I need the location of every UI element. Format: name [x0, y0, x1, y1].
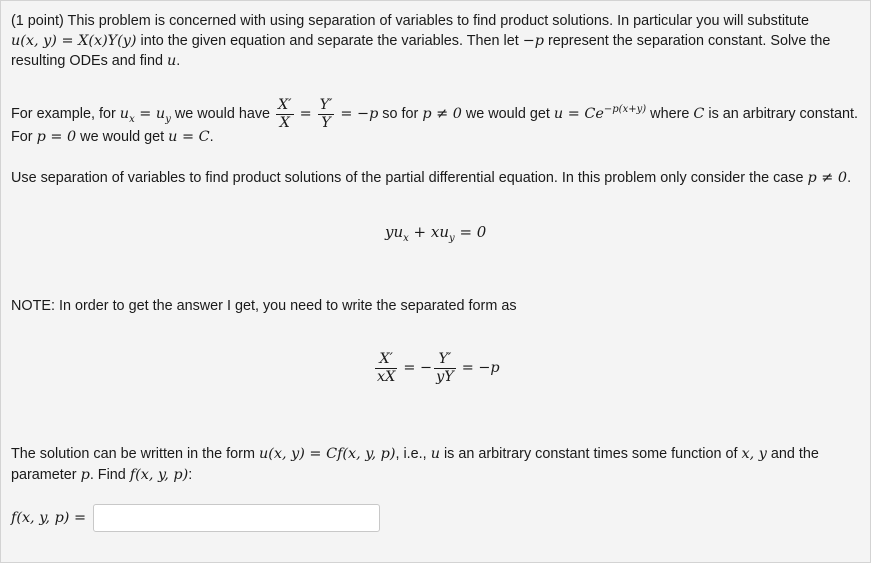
pde-sub-y: y	[449, 233, 455, 244]
sep-fraction-x	[375, 351, 397, 386]
instruction-period: .	[847, 170, 852, 186]
sep-fraction-y	[434, 351, 456, 386]
intro-line-2	[11, 33, 830, 49]
solution-p: p	[80, 467, 90, 483]
intro-text-3: represent the separation constant. Solve the	[543, 33, 831, 49]
intro-line-1	[11, 13, 809, 29]
solution-xy: x, y	[741, 446, 767, 462]
solution-text-3: is an arbitrary constant times some function of	[439, 446, 742, 462]
solution-form: u(x, y) = Cf(x, y, p)	[258, 446, 396, 462]
separation-constant: −p	[522, 33, 544, 49]
sep-eq-p: = −p	[461, 360, 500, 376]
exponent: −p(x+y)	[603, 104, 647, 115]
example-period: .	[209, 129, 214, 145]
fraction-y-den: Y	[321, 114, 331, 131]
fraction-x-num: X′	[278, 96, 292, 113]
solution-text-6: . Find	[89, 467, 130, 483]
solution-u: u	[430, 446, 440, 462]
u-eq-c: u = C	[168, 129, 210, 145]
solution-text: The solution can be written in the form	[11, 446, 259, 462]
example-text-3: so for	[378, 105, 423, 122]
example-line-2	[11, 129, 214, 145]
u-symbol: u	[166, 53, 177, 69]
solution-text-5: parameter	[11, 467, 81, 483]
fraction-x-den: X	[279, 114, 290, 131]
example-text-6: is an arbitrary constant.	[704, 105, 858, 122]
example-text-7: For	[11, 129, 37, 145]
u-symbol-a: u	[119, 105, 130, 122]
intro-text-2: into the given equation and separate the variables. Then let	[136, 33, 523, 49]
fraction-x	[276, 97, 294, 132]
pde-sub-x: x	[403, 233, 409, 244]
intro-period: .	[176, 53, 181, 69]
pde-equation	[385, 223, 486, 244]
solution-text-4: and the	[766, 446, 819, 462]
fraction-y	[318, 97, 335, 132]
intro-text: (1 point) This problem is concerned with using separation of variables to find product solutions. In particular you will substitute	[11, 13, 810, 29]
example-text-4: we would get	[461, 105, 554, 122]
example-text-8: we would get	[76, 129, 169, 145]
note-line	[11, 298, 517, 314]
sep-num-y: Y′	[434, 351, 456, 369]
instruction-text: Use separation of variables to find product solutions of the partial differential equation. In this problem only consider the case	[11, 170, 808, 186]
sep-eq-neg: = −	[403, 360, 433, 376]
p-eq-0: p = 0	[36, 129, 77, 145]
sep-den-y: yY	[436, 368, 454, 385]
example-text-2: we would have	[170, 105, 275, 122]
answer-input[interactable]	[93, 504, 380, 532]
pde-term-1: yu	[385, 223, 404, 241]
separated-form	[373, 348, 500, 388]
solution-find: f(x, y, p)	[129, 467, 189, 483]
solution-line-2	[11, 467, 192, 483]
equals-sign: =	[299, 105, 312, 122]
example-text: For example, for	[11, 105, 120, 122]
u-eq-ce: u = Ce	[553, 105, 604, 122]
eq-neg-p: = −p	[340, 105, 379, 122]
fraction-y-num: Y′	[319, 96, 333, 113]
answer-label: f(x, y, p) =	[11, 510, 87, 526]
instruction-line	[11, 170, 851, 186]
pde-rhs: = 0	[454, 223, 487, 241]
ux-eq-uy: $u_x = u_y$	[119, 105, 171, 125]
intro-line-3	[11, 53, 180, 69]
note-text: NOTE: In order to get the answer I get, you need to write the separated form as	[11, 298, 517, 314]
c-symbol: C	[693, 105, 705, 122]
substitution-equation: u(x, y) = X(x)Y(y)	[11, 33, 137, 49]
pde-term-2: + xu	[408, 223, 450, 241]
solution-line-1	[11, 446, 819, 462]
solution-colon: :	[188, 467, 193, 483]
solution-text-2: , i.e.,	[395, 446, 431, 462]
sep-num-x: X′	[375, 351, 397, 369]
p-neq-0: p ≠ 0	[422, 105, 462, 122]
case-p-neq-0: p ≠ 0	[807, 170, 848, 186]
sep-den-x: xX	[377, 368, 396, 385]
example-text-5: where	[646, 105, 694, 122]
intro-text-4: resulting ODEs and find	[11, 53, 167, 69]
